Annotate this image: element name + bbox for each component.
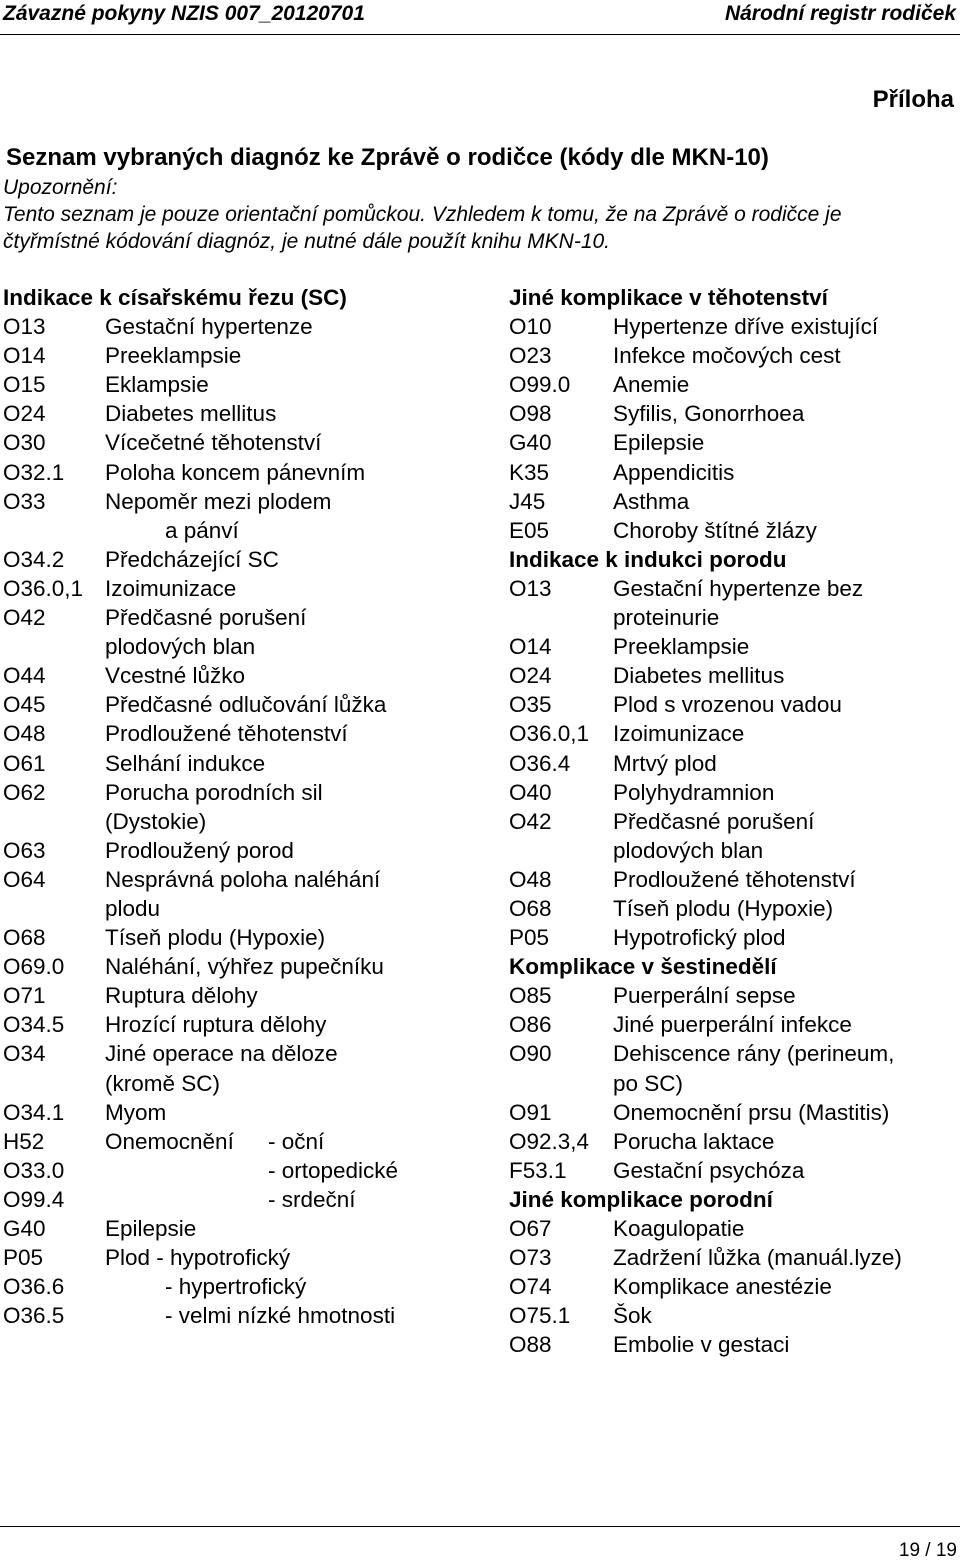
header-document-id: Závazné pokyny NZIS 007_20120701 bbox=[3, 2, 365, 25]
diagnosis-row bbox=[509, 399, 949, 428]
diagnosis-row bbox=[509, 428, 949, 457]
diagnosis-code: O74 bbox=[509, 1274, 552, 1300]
diagnosis-description: po SC) bbox=[613, 1070, 684, 1096]
diagnosis-row bbox=[509, 923, 949, 952]
diagnosis-code: O15 bbox=[3, 372, 46, 398]
diagnosis-code: O73 bbox=[509, 1245, 552, 1271]
diagnosis-row bbox=[509, 632, 949, 661]
diagnosis-row bbox=[3, 487, 473, 516]
diagnosis-row bbox=[3, 1272, 473, 1301]
section-heading: Indikace k indukci porodu bbox=[509, 546, 787, 572]
diagnosis-code: E05 bbox=[509, 517, 550, 543]
diagnosis-row bbox=[509, 865, 949, 894]
diagnosis-row bbox=[509, 1243, 949, 1272]
diagnosis-code: O14 bbox=[509, 634, 552, 660]
diagnosis-row bbox=[3, 632, 473, 661]
diagnosis-code: G40 bbox=[509, 430, 552, 456]
diagnosis-row bbox=[3, 341, 473, 370]
diagnosis-description: Šok bbox=[613, 1303, 652, 1329]
diagnosis-description: Choroby štítné žlázy bbox=[613, 517, 817, 543]
diagnosis-description: Onemocnění prsu (Mastitis) bbox=[613, 1099, 890, 1125]
diagnosis-code: O99.0 bbox=[509, 372, 571, 398]
diagnosis-description: Selhání indukce bbox=[105, 750, 266, 776]
diagnosis-description: Epilepsie bbox=[613, 430, 705, 456]
footer-divider bbox=[0, 1526, 960, 1527]
diagnosis-description: Izoimunizace bbox=[613, 721, 745, 747]
diagnosis-code: O36.6 bbox=[3, 1274, 65, 1300]
diagnosis-description: Komplikace anestézie bbox=[613, 1274, 832, 1300]
diagnosis-row bbox=[509, 1301, 949, 1330]
diagnosis-code: O10 bbox=[509, 314, 552, 340]
diagnosis-code: O24 bbox=[3, 401, 46, 427]
diagnosis-code: O44 bbox=[3, 663, 46, 689]
diagnosis-code: O48 bbox=[509, 866, 552, 892]
diagnosis-code: O92.3,4 bbox=[509, 1128, 590, 1154]
diagnosis-description: - velmi nízké hmotnosti bbox=[165, 1303, 396, 1329]
diagnosis-row bbox=[3, 545, 473, 574]
diagnosis-code: O40 bbox=[509, 779, 552, 805]
diagnosis-description: Anemie bbox=[613, 372, 690, 398]
diagnosis-row bbox=[3, 719, 473, 748]
diagnosis-description: Preeklampsie bbox=[613, 634, 750, 660]
diagnosis-description: (kromě SC) bbox=[105, 1070, 221, 1096]
diagnosis-description: Izoimunizace bbox=[105, 575, 237, 601]
diagnosis-row bbox=[3, 690, 473, 719]
diagnosis-description: Onemocnění bbox=[105, 1128, 234, 1154]
diagnosis-code: O86 bbox=[509, 1012, 552, 1038]
diagnosis-description: Diabetes mellitus bbox=[613, 663, 785, 689]
diagnosis-row bbox=[509, 1330, 949, 1359]
diagnosis-code: K35 bbox=[509, 459, 550, 485]
diagnosis-row bbox=[3, 865, 473, 894]
diagnosis-row bbox=[509, 1098, 949, 1127]
diagnosis-description: Vícečetné těhotenství bbox=[105, 430, 322, 456]
diagnosis-description: Syfilis, Gonorrhoea bbox=[613, 401, 805, 427]
header-divider bbox=[0, 34, 960, 35]
diagnosis-row bbox=[509, 1214, 949, 1243]
diagnosis-description: - hypertrofický bbox=[165, 1274, 307, 1300]
diagnosis-row bbox=[3, 1301, 473, 1330]
diagnosis-row bbox=[509, 661, 949, 690]
diagnosis-row bbox=[3, 516, 473, 545]
section-heading: Komplikace v šestinedělí bbox=[509, 954, 777, 980]
diagnosis-description: Nepoměr mezi plodem bbox=[105, 488, 332, 514]
diagnosis-code: O32.1 bbox=[3, 459, 65, 485]
page-title: Seznam vybraných diagnóz ke Zprávě o rodičce (kódy dle MKN-10) bbox=[6, 144, 769, 171]
diagnosis-row bbox=[3, 399, 473, 428]
diagnosis-description: Předčasné porušení bbox=[105, 605, 307, 631]
diagnosis-row bbox=[3, 603, 473, 632]
diagnosis-description: Tíseň plodu (Hypoxie) bbox=[613, 895, 834, 921]
diagnosis-row bbox=[509, 458, 949, 487]
diagnosis-row bbox=[3, 1069, 473, 1098]
diagnosis-description: Gestační hypertenze bez bbox=[613, 575, 864, 601]
diagnosis-description: Vcestné lůžko bbox=[105, 663, 246, 689]
diagnosis-row bbox=[509, 1272, 949, 1301]
diagnosis-description: Prodloužené těhotenství bbox=[105, 721, 348, 747]
diagnosis-code: O42 bbox=[509, 808, 552, 834]
diagnosis-code: G40 bbox=[3, 1216, 46, 1241]
diagnosis-code: O35 bbox=[509, 692, 552, 718]
diagnosis-row bbox=[509, 574, 949, 603]
header-registry-name: Národní registr rodiček bbox=[724, 2, 956, 25]
diagnosis-row bbox=[3, 1156, 473, 1185]
diagnosis-code: O13 bbox=[3, 314, 46, 340]
diagnosis-row bbox=[509, 603, 949, 632]
diagnosis-row bbox=[509, 1127, 949, 1156]
diagnosis-code: O34.5 bbox=[3, 1012, 65, 1038]
diagnosis-row bbox=[3, 312, 473, 341]
section-heading: Jiné komplikace porodní bbox=[509, 1186, 773, 1212]
appendix-label: Příloha bbox=[872, 86, 954, 113]
diagnosis-subtype: - srdeční bbox=[268, 1186, 356, 1212]
diagnosis-code: H52 bbox=[3, 1128, 45, 1154]
diagnosis-row bbox=[3, 574, 473, 603]
diagnosis-description: Tíseň plodu (Hypoxie) bbox=[105, 925, 326, 951]
diagnosis-description: Gestační psychóza bbox=[613, 1157, 805, 1183]
diagnosis-code: O75.1 bbox=[509, 1303, 571, 1329]
diagnosis-row bbox=[509, 749, 949, 778]
diagnosis-description: Ruptura dělohy bbox=[105, 983, 258, 1009]
diagnosis-description: Epilepsie bbox=[105, 1216, 197, 1241]
diagnosis-description: Dehiscence rány (perineum, bbox=[613, 1041, 895, 1067]
diagnosis-row bbox=[509, 516, 949, 545]
diagnosis-description: (Dystokie) bbox=[105, 808, 207, 834]
diagnosis-subtype: - oční bbox=[268, 1128, 325, 1154]
note-line-2: čtyřmístné kódování diagnóz, je nutné dále použít knihu MKN-10. bbox=[3, 230, 611, 253]
diagnosis-row bbox=[509, 341, 949, 370]
diagnosis-description: Gestační hypertenze bbox=[105, 314, 313, 340]
diagnosis-row bbox=[3, 1214, 473, 1243]
diagnosis-row bbox=[3, 1243, 473, 1272]
note-line-1: Tento seznam je pouze orientační pomůckou. Vzhledem k tomu, že na Zprávě o rodičce je bbox=[3, 203, 842, 226]
diagnosis-description: Hypertenze dříve existující bbox=[613, 314, 879, 340]
diagnosis-row bbox=[509, 778, 949, 807]
diagnosis-code: O68 bbox=[509, 895, 552, 921]
diagnosis-description: Infekce močových cest bbox=[613, 343, 841, 369]
diagnosis-row bbox=[3, 836, 473, 865]
diagnosis-row bbox=[509, 894, 949, 923]
diagnosis-code: O45 bbox=[3, 692, 46, 718]
diagnosis-row bbox=[3, 952, 473, 981]
diagnosis-description: plodu bbox=[105, 895, 161, 921]
diagnosis-row bbox=[509, 1010, 949, 1039]
diagnosis-code: O63 bbox=[3, 837, 46, 863]
diagnosis-code: O68 bbox=[3, 925, 46, 951]
diagnosis-code: O34.2 bbox=[3, 546, 65, 572]
diagnosis-code: O99.4 bbox=[3, 1186, 65, 1212]
diagnosis-code: O14 bbox=[3, 343, 46, 369]
diagnosis-code: O23 bbox=[509, 343, 552, 369]
diagnosis-description: Eklampsie bbox=[105, 372, 209, 398]
diagnosis-code: P05 bbox=[509, 925, 550, 951]
diagnosis-row bbox=[3, 370, 473, 399]
diagnosis-row bbox=[3, 428, 473, 457]
diagnosis-description: Mrtvý plod bbox=[613, 750, 717, 776]
diagnosis-code: O36.0,1 bbox=[3, 575, 84, 601]
diagnosis-code: F53.1 bbox=[509, 1157, 567, 1183]
diagnosis-row bbox=[3, 458, 473, 487]
diagnosis-description: Appendicitis bbox=[613, 459, 735, 485]
diagnosis-row bbox=[509, 1156, 949, 1185]
diagnosis-description: Předcházející SC bbox=[105, 546, 279, 572]
diagnosis-code: O13 bbox=[509, 575, 552, 601]
diagnosis-row bbox=[509, 981, 949, 1010]
diagnosis-description: Jiné puerperální infekce bbox=[613, 1012, 852, 1038]
diagnosis-description: Nesprávná poloha naléhání bbox=[105, 866, 381, 892]
diagnosis-description: Myom bbox=[105, 1099, 167, 1125]
diagnosis-description: Plod s vrozenou vadou bbox=[613, 692, 842, 718]
diagnosis-description: Naléhání, výhřez pupečníku bbox=[105, 954, 384, 980]
diagnosis-row bbox=[3, 661, 473, 690]
left-diagnosis-column bbox=[3, 283, 473, 1330]
diagnosis-code: O42 bbox=[3, 605, 46, 631]
diagnosis-description: Porucha porodních sil bbox=[105, 779, 323, 805]
diagnosis-code: O33.0 bbox=[3, 1157, 65, 1183]
diagnosis-description: Koagulopatie bbox=[613, 1216, 745, 1241]
diagnosis-code: O33 bbox=[3, 488, 46, 514]
diagnosis-description: Zadržení lůžka (manuál.lyze) bbox=[613, 1245, 902, 1271]
diagnosis-row bbox=[509, 807, 949, 836]
diagnosis-code: O36.4 bbox=[509, 750, 571, 776]
diagnosis-row bbox=[3, 1098, 473, 1127]
diagnosis-code: O98 bbox=[509, 401, 552, 427]
diagnosis-row bbox=[3, 1010, 473, 1039]
diagnosis-description: Polyhydramnion bbox=[613, 779, 775, 805]
diagnosis-code: O34 bbox=[3, 1041, 46, 1067]
diagnosis-row bbox=[3, 1127, 473, 1156]
diagnosis-code: O69.0 bbox=[3, 954, 65, 980]
diagnosis-row bbox=[509, 312, 949, 341]
diagnosis-description: Předčasné odlučování lůžka bbox=[105, 692, 387, 718]
diagnosis-code: O30 bbox=[3, 430, 46, 456]
diagnosis-row bbox=[3, 807, 473, 836]
diagnosis-row bbox=[3, 894, 473, 923]
diagnosis-description: proteinurie bbox=[613, 605, 720, 631]
diagnosis-description: Hrozící ruptura dělohy bbox=[105, 1012, 327, 1038]
diagnosis-code: O88 bbox=[509, 1332, 552, 1358]
diagnosis-row bbox=[3, 1185, 473, 1214]
diagnosis-row bbox=[3, 778, 473, 807]
section-heading: Jiné komplikace v těhotenství bbox=[509, 285, 828, 310]
diagnosis-description: Prodloužené těhotenství bbox=[613, 866, 856, 892]
diagnosis-description: Porucha laktace bbox=[613, 1128, 775, 1154]
diagnosis-code: O34.1 bbox=[3, 1099, 65, 1125]
diagnosis-row bbox=[3, 749, 473, 778]
diagnosis-description: Poloha koncem pánevním bbox=[105, 459, 366, 485]
diagnosis-description: Hypotrofický plod bbox=[613, 925, 786, 951]
diagnosis-description: a pánví bbox=[165, 517, 239, 543]
diagnosis-code: O64 bbox=[3, 866, 46, 892]
diagnosis-row bbox=[509, 690, 949, 719]
diagnosis-subtype: - ortopedické bbox=[268, 1157, 399, 1183]
diagnosis-row bbox=[3, 923, 473, 952]
diagnosis-description: Embolie v gestaci bbox=[613, 1332, 790, 1358]
diagnosis-description: Diabetes mellitus bbox=[105, 401, 277, 427]
diagnosis-code: O62 bbox=[3, 779, 46, 805]
page-number: 19 / 19 bbox=[898, 1540, 957, 1561]
diagnosis-code: O90 bbox=[509, 1041, 552, 1067]
diagnosis-code: O48 bbox=[3, 721, 46, 747]
diagnosis-row bbox=[509, 1039, 949, 1068]
diagnosis-row bbox=[509, 487, 949, 516]
diagnosis-code: O36.5 bbox=[3, 1303, 65, 1329]
diagnosis-code: O24 bbox=[509, 663, 552, 689]
diagnosis-code: O71 bbox=[3, 983, 46, 1009]
diagnosis-code: O36.0,1 bbox=[509, 721, 590, 747]
diagnosis-code: P05 bbox=[3, 1245, 44, 1271]
note-label: Upozornění: bbox=[3, 176, 118, 199]
right-diagnosis-column bbox=[509, 283, 949, 1359]
diagnosis-code: J45 bbox=[509, 488, 546, 514]
diagnosis-description: Plod - hypotrofický bbox=[105, 1245, 291, 1271]
diagnosis-code: O67 bbox=[509, 1216, 552, 1241]
diagnosis-row bbox=[3, 981, 473, 1010]
diagnosis-row bbox=[509, 719, 949, 748]
diagnosis-description: Předčasné porušení bbox=[613, 808, 815, 834]
diagnosis-description: Jiné operace na děloze bbox=[105, 1041, 338, 1067]
diagnosis-description: plodových blan bbox=[105, 634, 256, 660]
diagnosis-code: O85 bbox=[509, 983, 552, 1009]
diagnosis-row bbox=[509, 1069, 949, 1098]
diagnosis-row bbox=[509, 836, 949, 865]
diagnosis-description: Puerperální sepse bbox=[613, 983, 796, 1009]
diagnosis-code: O61 bbox=[3, 750, 46, 776]
diagnosis-description: Asthma bbox=[613, 488, 690, 514]
diagnosis-row bbox=[509, 370, 949, 399]
diagnosis-description: Prodloužený porod bbox=[105, 837, 294, 863]
diagnosis-description: Preeklampsie bbox=[105, 343, 242, 369]
diagnosis-description: plodových blan bbox=[613, 837, 764, 863]
diagnosis-row bbox=[3, 1039, 473, 1068]
section-heading: Indikace k císařskému řezu (SC) bbox=[3, 285, 347, 310]
diagnosis-code: O91 bbox=[509, 1099, 552, 1125]
